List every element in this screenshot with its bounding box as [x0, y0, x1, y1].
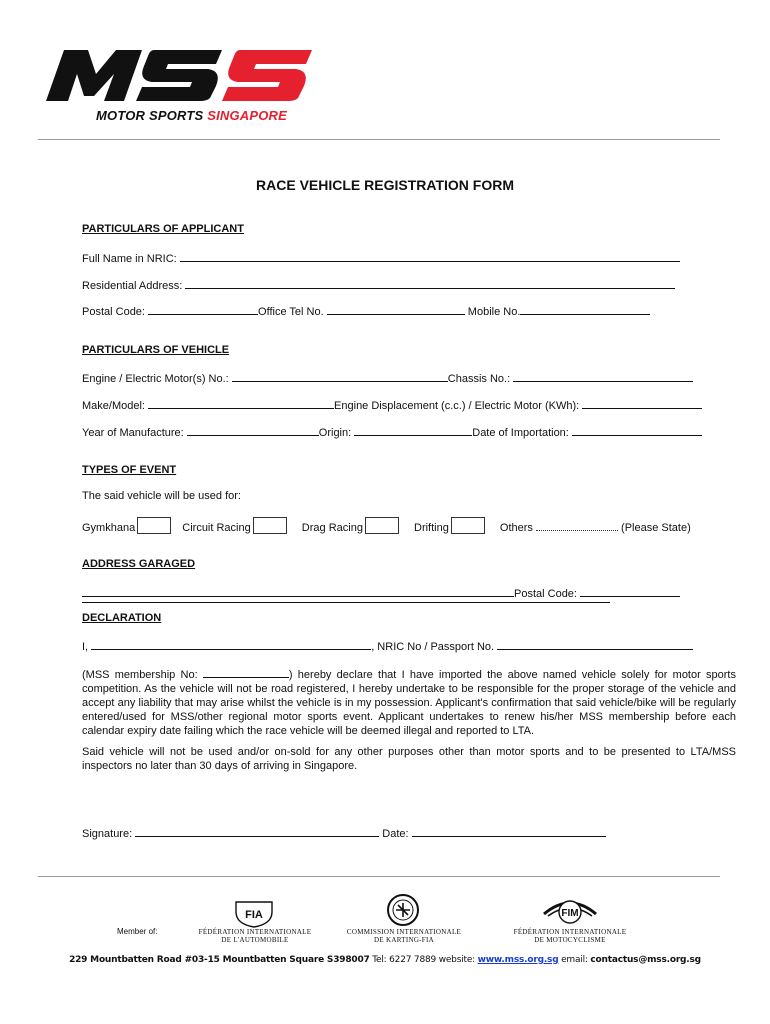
gymkhana-label: Gymkhana — [82, 522, 136, 534]
displacement-field[interactable] — [582, 397, 702, 409]
website-link[interactable]: www.mss.org.sg — [477, 955, 559, 965]
contact-row — [82, 303, 650, 318]
make-field[interactable] — [148, 397, 334, 409]
circuit-checkbox[interactable] — [253, 517, 287, 534]
option-drifting — [414, 522, 485, 534]
mobile-label: Mobile No. — [467, 306, 521, 318]
chassis-label: Chassis No.: — [447, 373, 511, 385]
mss-logo — [44, 38, 314, 108]
mss-logo-mark — [44, 38, 314, 108]
year-label: Year of Manufacture: — [82, 427, 184, 439]
origin-label: Origin: — [318, 427, 352, 439]
year-field[interactable] — [187, 424, 319, 436]
garage-row — [82, 585, 680, 600]
fia-line1: FÉDÉRATION INTERNATIONALE — [198, 928, 312, 936]
declarant-row — [82, 638, 693, 653]
svg-text:FIM: FIM — [561, 908, 579, 919]
origin-field[interactable] — [354, 424, 472, 436]
make-label: Make/Model: — [82, 400, 145, 412]
member-of-label: Member of: — [117, 927, 158, 936]
nric-label: , NRIC No / Passport No. — [371, 641, 495, 653]
garage-address-field[interactable] — [82, 585, 514, 597]
nric-field[interactable] — [497, 638, 693, 650]
section-garage: ADDRESS GARAGED — [82, 558, 196, 570]
displacement-label: Engine Displacement (c.c.) / Electric Motor (KWh): — [334, 400, 580, 412]
signature-label: Signature: — [82, 828, 133, 840]
fim-name — [500, 928, 640, 944]
fia-name — [190, 928, 320, 944]
drifting-checkbox[interactable] — [451, 517, 485, 534]
circuit-label: Circuit Racing — [182, 522, 251, 534]
footer-address: 229 Mountbatten Road #03-15 Mountbatten Square S398007 — [69, 955, 370, 965]
option-circuit — [182, 522, 286, 534]
cik-line1: COMMISSION INTERNATIONALE — [346, 928, 462, 936]
membership-field[interactable] — [203, 666, 289, 678]
section-event: TYPES OF EVENT — [82, 464, 177, 476]
date-field[interactable] — [412, 825, 606, 837]
option-gymkhana — [82, 522, 171, 534]
import-date-field[interactable] — [572, 424, 702, 436]
full-name-label: Full Name in NRIC: — [82, 253, 177, 265]
cik-emblem-icon — [386, 893, 420, 927]
garage-postal-field[interactable] — [580, 585, 680, 597]
mobile-field[interactable] — [520, 303, 650, 315]
fia-line2: DE L'AUTOMOBILE — [221, 936, 289, 944]
engine-row — [82, 370, 693, 385]
chassis-field[interactable] — [513, 370, 693, 382]
footer-email-label: email: — [558, 955, 591, 965]
section-applicant: PARTICULARS OF APPLICANT — [82, 223, 244, 235]
footer-email[interactable]: contactus@mss.org.sg — [590, 955, 701, 965]
postal-field[interactable] — [148, 303, 258, 315]
declaration-text: ) hereby declare that I have imported the above named vehicle solely for motor sports competition. As the vehicle will not be road registered, I hereby undertake to be responsible for the proper storage of the vehicle and accept any liability that may arise whilst the vehicle is in my possession. Applicant's confirmation that said vehicle/bike will be regularly entered/used for MSS/other regional motor sports event. Applicant undertakes to renew his/her MSS membership before each calendar expiry date failing which the race vehicle will be deemed illegal and reported to LTA. — [82, 669, 736, 737]
fim-line1: FÉDÉRATION INTERNATIONALE — [513, 928, 627, 936]
fim-line2: DE MOTOCYCLISME — [534, 936, 606, 944]
drag-checkbox[interactable] — [365, 517, 399, 534]
header-divider — [38, 139, 720, 140]
declaration-paragraph — [82, 666, 736, 738]
garage-postal-label: Postal Code: — [514, 588, 577, 600]
section-declaration: DECLARATION — [82, 612, 162, 624]
gymkhana-checkbox[interactable] — [137, 517, 171, 534]
event-options — [82, 517, 691, 534]
garage-divider — [82, 602, 610, 603]
cik-name — [342, 928, 466, 944]
cik-logo — [386, 893, 420, 927]
year-row — [82, 424, 702, 439]
address-field[interactable] — [185, 277, 675, 289]
engine-field[interactable] — [232, 370, 448, 382]
membership-label: (MSS membership No: — [82, 669, 198, 681]
drag-label: Drag Racing — [301, 522, 363, 534]
option-drag — [302, 522, 399, 534]
cik-line2: DE KARTING-FIA — [374, 936, 434, 944]
engine-label: Engine / Electric Motor(s) No.: — [82, 373, 229, 385]
make-row — [82, 397, 702, 412]
address-label: Residential Address: — [82, 280, 183, 292]
signature-row — [82, 825, 606, 840]
full-name-row — [82, 250, 680, 265]
postal-label: Postal Code: — [82, 306, 145, 318]
full-name-field[interactable] — [180, 250, 680, 262]
fim-emblem-icon — [540, 896, 600, 926]
usage-paragraph: Said vehicle will not be used and/or on-sold for any other purposes other than motor sports and to be presented to LTA/MSS inspectors no later than 30 days of arriving in Singapore. — [82, 746, 736, 772]
section-vehicle: PARTICULARS OF VEHICLE — [82, 344, 230, 356]
fia-logo — [232, 898, 276, 928]
footer-tel: Tel: 6227 7889 — [369, 955, 439, 965]
footer-contact — [0, 955, 770, 965]
logo-subtitle: MOTOR SPORTS SINGAPORE — [96, 108, 288, 123]
declarant-name-field[interactable] — [91, 638, 371, 650]
fia-emblem-icon — [232, 898, 276, 928]
form-title: RACE VEHICLE REGISTRATION FORM — [256, 177, 514, 193]
footer-divider — [38, 876, 720, 877]
import-date-label: Date of Importation: — [472, 427, 569, 439]
signature-field[interactable] — [135, 825, 379, 837]
event-intro: The said vehicle will be used for: — [82, 490, 241, 502]
drifting-label: Drifting — [414, 522, 449, 534]
others-label: Others — [499, 522, 533, 534]
i-label: I, — [82, 641, 89, 653]
footer-website-label: website: — [438, 955, 478, 965]
date-label: Date: — [382, 828, 409, 840]
svg-text:FIA: FIA — [245, 909, 263, 921]
address-row — [82, 277, 675, 292]
others-field[interactable] — [536, 519, 618, 531]
office-tel-label: Office Tel No. — [258, 306, 324, 318]
fim-logo — [540, 896, 600, 926]
office-tel-field[interactable] — [327, 303, 465, 315]
others-note: (Please State) — [621, 522, 691, 534]
